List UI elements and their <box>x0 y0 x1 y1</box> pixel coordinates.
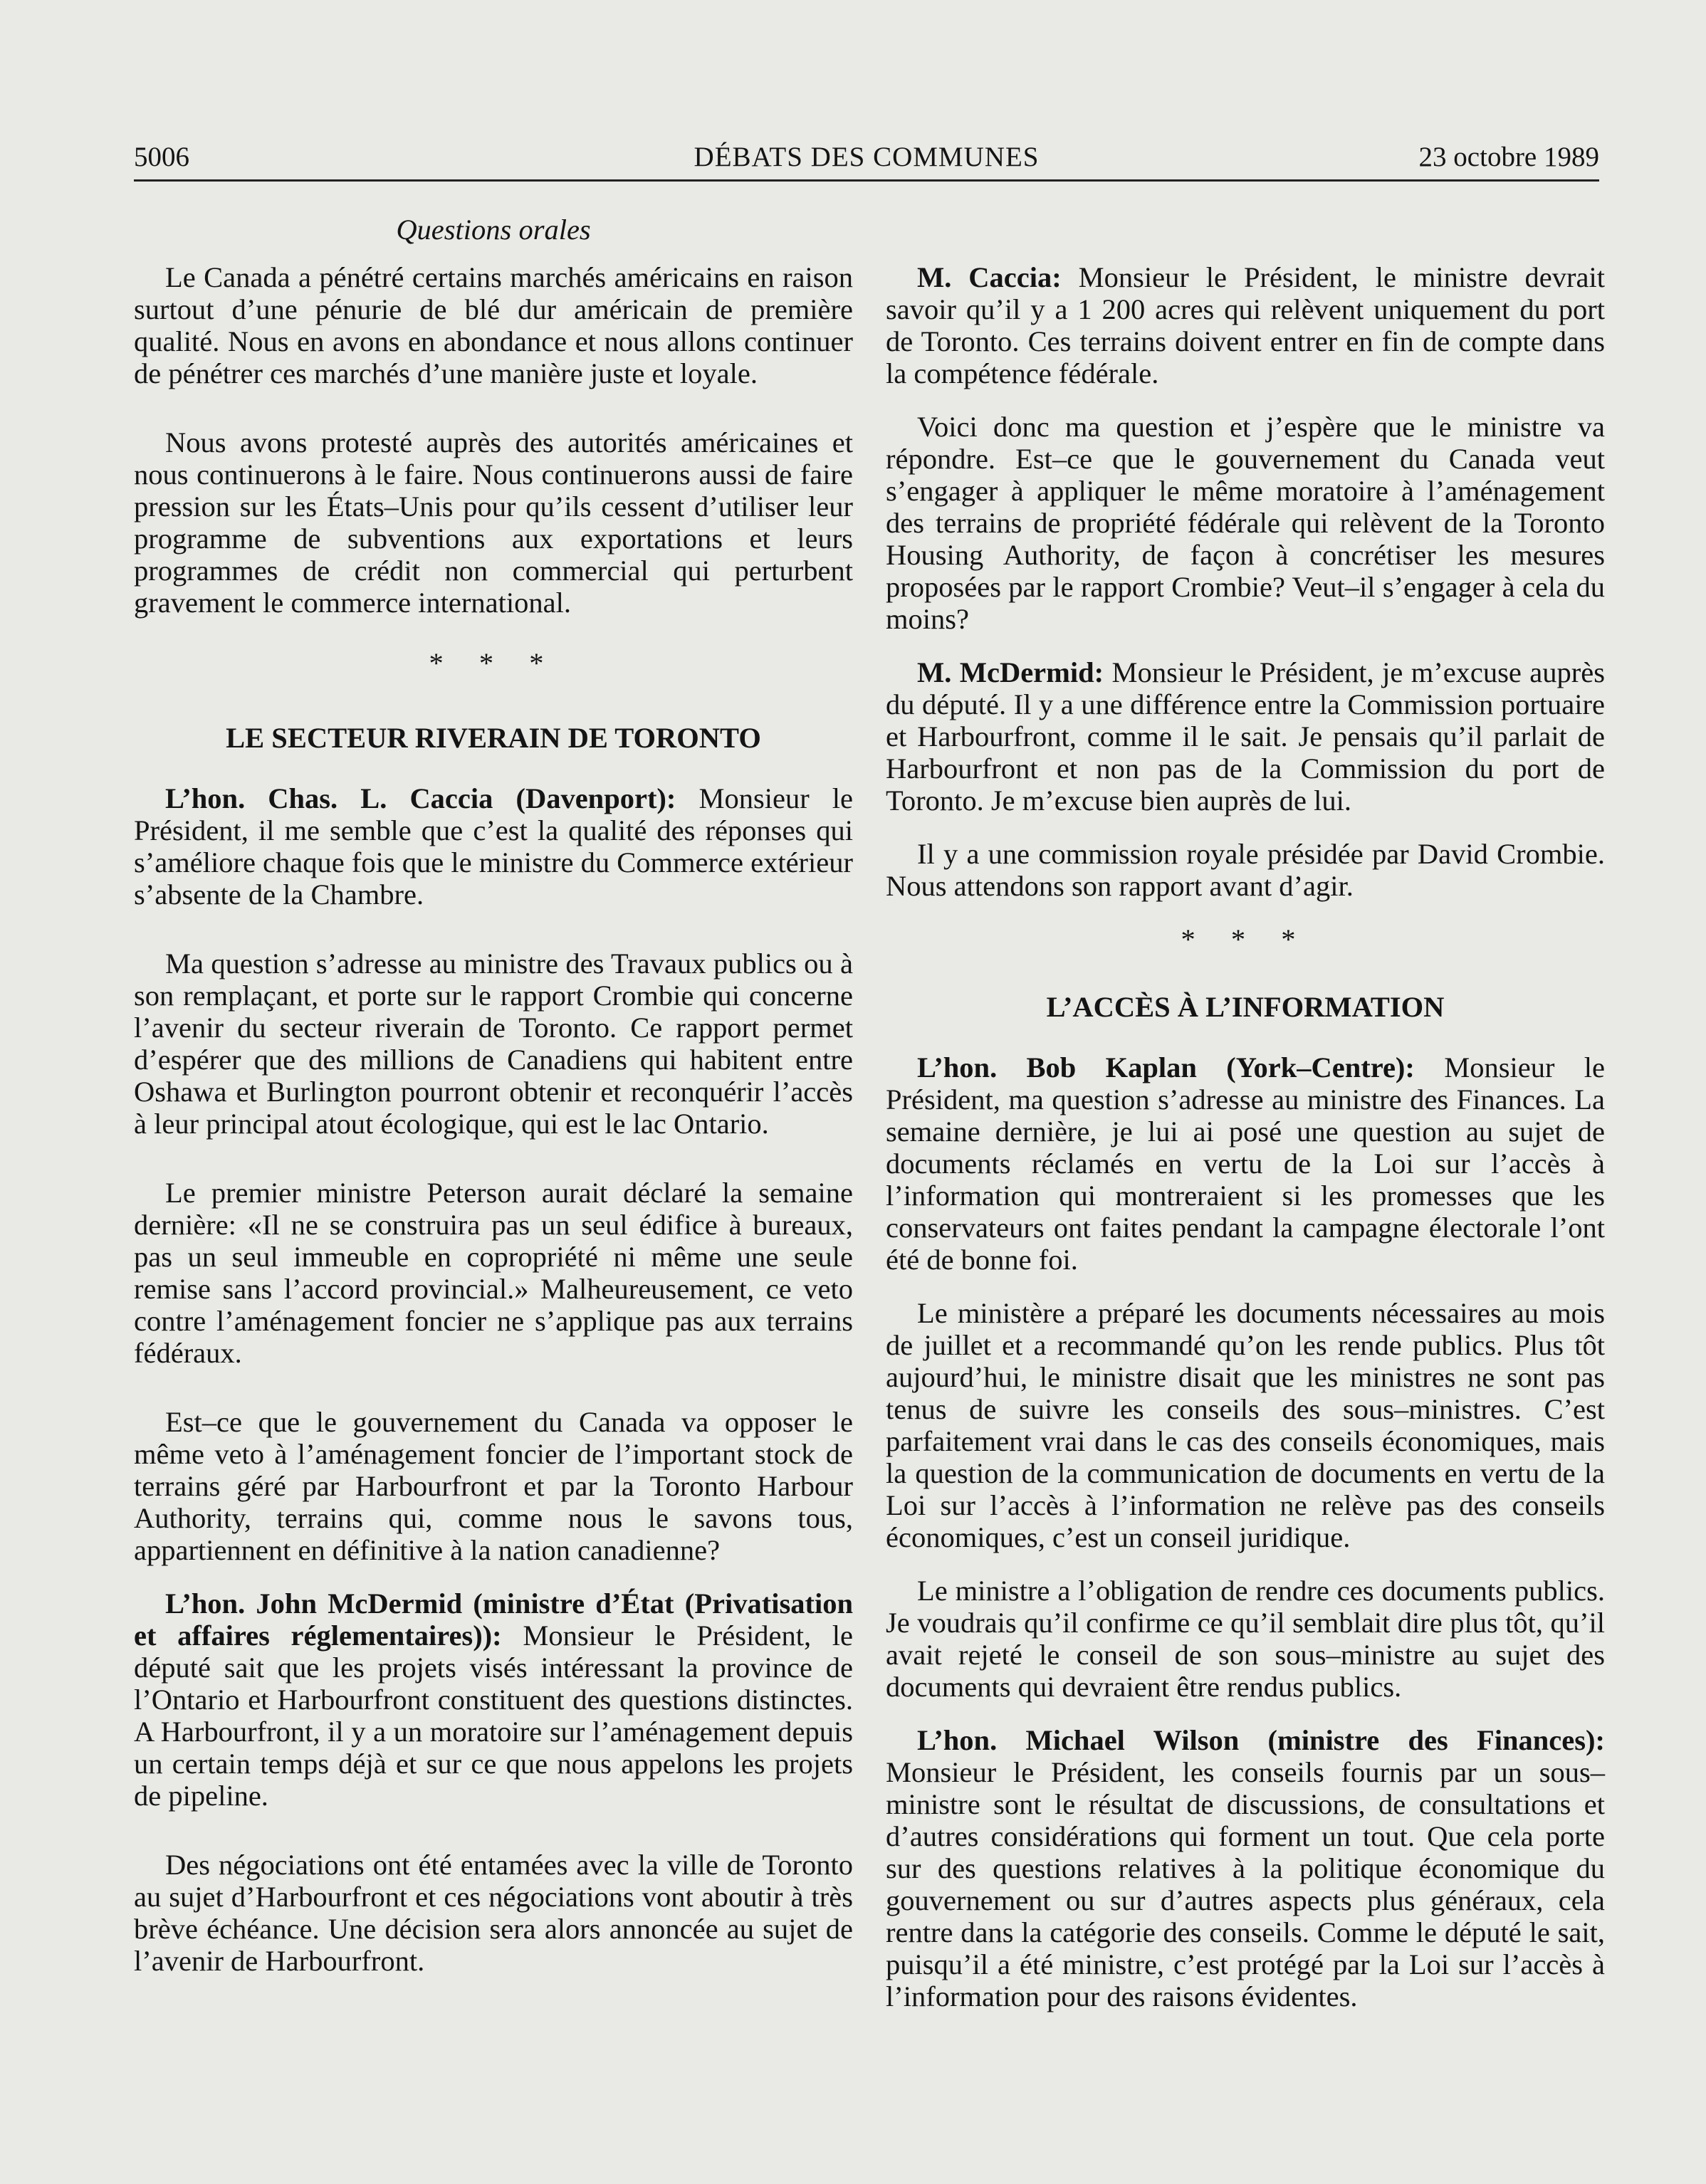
speaker-name: M. Caccia: <box>917 261 1062 293</box>
paragraph: Des négociations ont été entamées avec la ville de Toronto au sujet d’Harbourfront et ces négociations vont aboutir à très brève échéance. Une décision sera alors annoncée au sujet de l’avenir de Harbourfront. <box>134 1849 853 1977</box>
speaker-name: L’hon. Michael Wilson (ministre des Finances): <box>917 1724 1605 1756</box>
speech-text: Monsieur le Président, le ministre devrait savoir qu’il y a 1 200 acres qui relèvent uniquement du port de Toronto. Ces terrains doivent entrer en fin de compte dans la compétence fédérale. <box>886 261 1605 389</box>
section-separator: * * * <box>429 647 558 679</box>
paragraph: Le premier ministre Peterson aurait déclaré la semaine dernière: «Il ne se construira pas un seul édifice à bureaux, pas un seul immeuble en copropriété ni même une seule remise sans l’accord provincial.» Malheureusement, ce veto contre l’aménagement foncier ne s’applique pas aux terrains fédéraux. <box>134 1177 853 1369</box>
page-header <box>134 140 1599 182</box>
section-heading: LE SECTEUR RIVERAIN DE TORONTO <box>226 722 761 754</box>
paragraph: Est–ce que le gouvernement du Canada va opposer le même veto à l’aménagement foncier de l’important stock de terrains géré par Harbourfront et par la Toronto Harbour Authority, terrains qui, comme nous le savons tous, appartiennent en définitive à la nation canadienne? <box>134 1406 853 1566</box>
section-heading: L’ACCÈS À L’INFORMATION <box>1046 991 1445 1023</box>
paragraph: Le ministère a préparé les documents nécessaires au mois de juillet et a recommandé qu’on les rende publics. Plus tôt aujourd’hui, le ministre disait que les ministres ne sont pas tenus de suivre les conseils des sous–ministres. C’est parfaitement vrai dans le cas des conseils économiques, mais la question de la communication de documents en vertu de la Loi sur l’accès à l’information ne relève pas des conseils économiques, c’est un conseil juridique. <box>886 1297 1605 1553</box>
publication-title: DÉBATS DES COMMUNES <box>694 142 1040 172</box>
speaker-name: L’hon. Bob Kaplan (York–Centre): <box>917 1051 1415 1083</box>
speaker-name: L’hon. John McDermid (ministre d’État (Privatisation et affaires réglementaires)): <box>134 1587 853 1652</box>
section-separator: * * * <box>1181 923 1310 955</box>
paragraph: Le Canada a pénétré certains marchés américains en raison surtout d’une pénurie de blé dur américain de première qualité. Nous en avons en abondance et nous allons continuer de pénétrer ces marchés d’une manière juste et loyale. <box>134 261 853 389</box>
section-label: Questions orales <box>396 214 591 246</box>
publication-date: 23 octobre 1989 <box>1418 142 1599 172</box>
paragraph: Le ministre a l’obligation de rendre ces documents publics. Je voudrais qu’il confirme ce qu’il semblait dire plus tôt, qu’il avait rejeté le conseil de son sous–ministre au sujet des documents qui devraient être rendus publics. <box>886 1575 1605 1703</box>
speech-text: Monsieur le Président, le député sait que les projets visés intéressant la province de l’Ontario et Harbourfront constituent des questions distinctes. A Harbourfront, il y a un moratoire sur l’aménagement depuis un certain temps déjà et sur ce que nous appelons les projets de pipeline. <box>134 1619 853 1812</box>
speech-text: Monsieur le Président, il me semble que c’est la qualité des réponses qui s’améliore chaque fois que le ministre du Commerce extérieur s’absente de la Chambre. <box>134 782 853 910</box>
paragraph: Il y a une commission royale présidée par David Crombie. Nous attendons son rapport avant d’agir. <box>886 838 1605 902</box>
paragraph <box>134 1587 853 1812</box>
speech-text: Monsieur le Président, je m’excuse auprès du député. Il y a une différence entre la Commission portuaire et Harbourfront, comme il le sait. Je pensais qu’il parlait de Harbourfront et non pas de la Commission du port de Toronto. Je m’excuse bien auprès de lui. <box>886 656 1605 817</box>
paragraph <box>886 656 1605 817</box>
paragraph <box>886 261 1605 389</box>
paragraph <box>886 1724 1605 2012</box>
page-number: 5006 <box>134 142 189 172</box>
speaker-name: M. McDermid: <box>917 656 1104 688</box>
speaker-name: L’hon. Chas. L. Caccia (Davenport): <box>165 782 676 814</box>
paragraph: Ma question s’adresse au ministre des Travaux publics ou à son remplaçant, et porte sur le rapport Crombie qui concerne l’avenir du secteur riverain de Toronto. Ce rapport permet d’espérer que des millions de Canadiens qui habitent entre Oshawa et Burlington pourront obtenir et reconquérir l’accès à leur principal atout écologique, qui est le lac Ontario. <box>134 947 853 1140</box>
paragraph <box>886 1051 1605 1276</box>
paragraph <box>134 782 853 910</box>
right-column <box>886 214 1605 2034</box>
left-column <box>134 214 853 1998</box>
paragraph: Nous avons protesté auprès des autorités américaines et nous continuerons à le faire. Nous continuerons aussi de faire pression sur les États–Unis pour qu’ils cessent d’utiliser leur programme de subventions aux exportations et leurs programmes de crédit non commercial qui perturbent gravement le commerce international. <box>134 426 853 619</box>
speech-text: Monsieur le Président, les conseils fournis par un sous–ministre sont le résultat de discussions, de consultations et d’autres considérations qui forment un tout. Que cela porte sur des questions relatives à la politique économique du gouvernement ou sur d’autres aspects plus généraux, cela rentre dans la catégorie des conseils. Comme le député le sait, puisqu’il a été ministre, c’est protégé par la Loi sur l’accès à l’information pour des raisons évidentes. <box>886 1756 1605 2012</box>
paragraph: Voici donc ma question et j’espère que le ministre va répondre. Est–ce que le gouvernement du Canada veut s’engager à appliquer le même moratoire à l’aménagement des terrains de propriété fédérale qui relèvent de la Toronto Housing Authority, de façon à concrétiser les mesures proposées par le rapport Crombie? Veut–il s’engager à cela du moins? <box>886 411 1605 635</box>
speech-text: Monsieur le Président, ma question s’adresse au ministre des Finances. La semaine dernière, je lui ai posé une question au sujet de documents réclamés en vertu de la Loi sur l’accès à l’information qui montreraient si les promesses que les conservateurs ont faites pendant la campagne électorale l’ont été de bonne foi. <box>886 1051 1605 1276</box>
